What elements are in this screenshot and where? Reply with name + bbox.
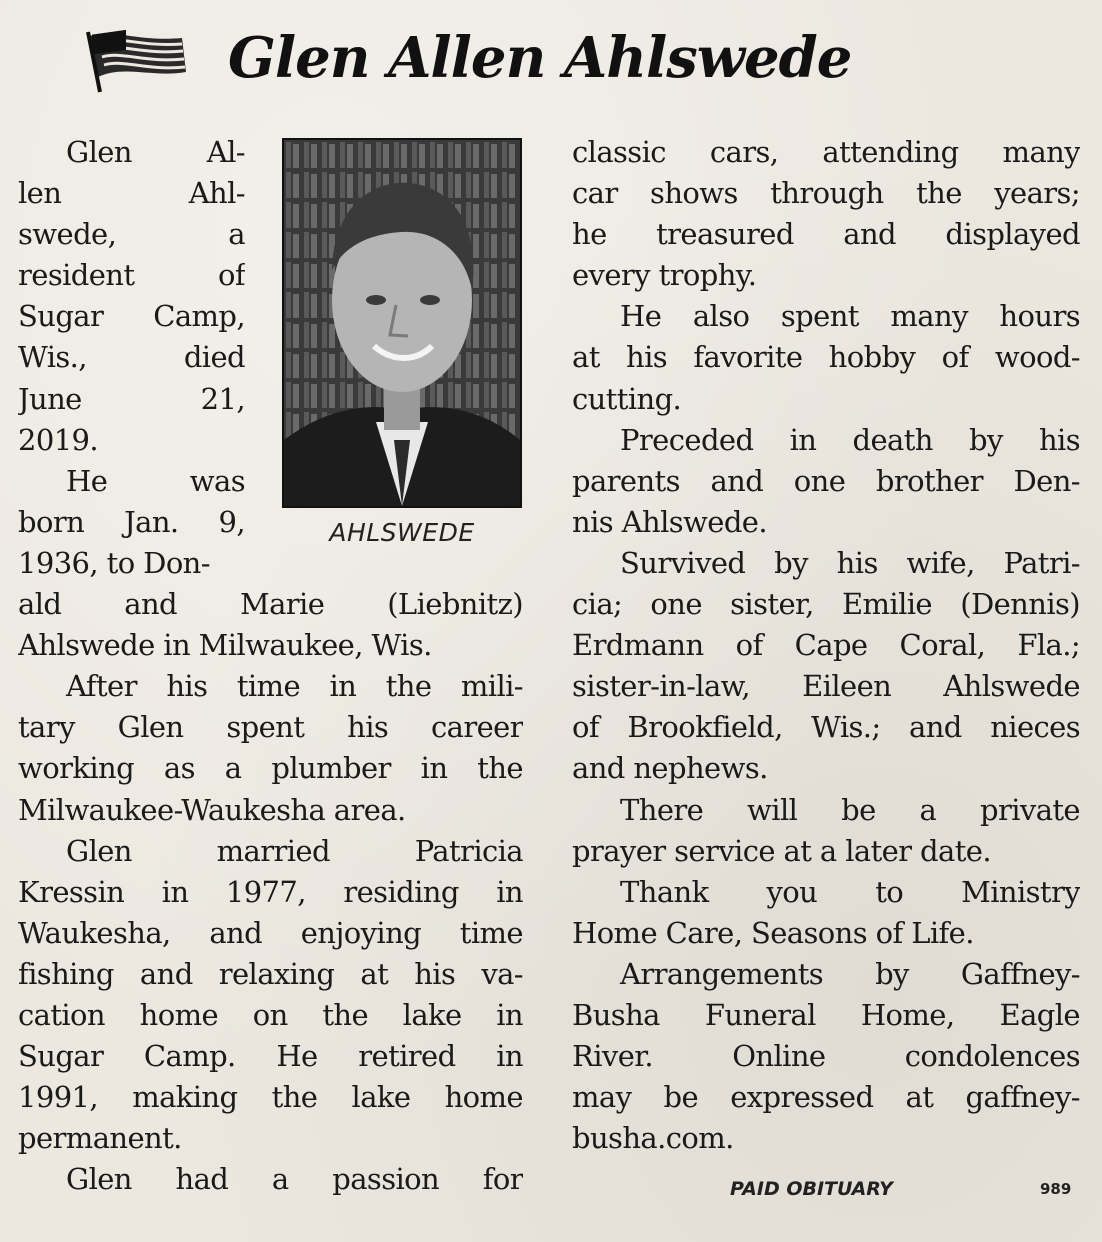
text-line: may be expressed at gaffney- [572, 1080, 1080, 1115]
obituary-title: Glen Allen Ahlswede [228, 25, 852, 91]
text-line: sister-in-law, Eileen Ahlswede [572, 669, 1080, 704]
text-line: He also spent many hours [620, 299, 1080, 334]
text-line: working as a plumber in the [18, 751, 523, 786]
text-line: classic cars, attending many [572, 135, 1080, 169]
text-line: He was [66, 463, 245, 498]
text-line: of Brookfield, Wis.; and nieces [572, 710, 1080, 745]
text-line: parents and one brother Den- [572, 463, 1080, 498]
text-line: Sugar Camp, [18, 299, 245, 334]
text-line: he treasured and displayed [572, 217, 1080, 252]
text-line: ald and Marie (Liebnitz) [18, 587, 523, 622]
text-line: Glen Al- [66, 135, 245, 169]
text-line: There will be a private [620, 792, 1080, 827]
text-line: Glen had a passion for [66, 1162, 523, 1197]
text-line: at his favorite hobby of wood- [572, 340, 1080, 375]
portrait-photo [282, 138, 522, 508]
text-line: 2019. [18, 422, 99, 457]
text-line: Thank you to Ministry [620, 874, 1080, 909]
photo-caption: AHLSWEDE [329, 518, 475, 547]
text-line: cation home on the lake in [18, 997, 523, 1032]
text-line: fishing and relaxing at his va- [18, 956, 523, 991]
paid-obituary-label: PAID OBITUARY [730, 1178, 893, 1200]
text-line: Arrangements by Gaffney- [620, 956, 1080, 991]
text-line: cia; one sister, Emilie (Dennis) [572, 587, 1080, 622]
text-line: prayer service at a later date. [572, 833, 991, 868]
obituary-header [78, 18, 898, 98]
text-line: June 21, [18, 381, 245, 416]
text-line: River. Online condolences [572, 1039, 1080, 1074]
text-line: permanent. [18, 1121, 182, 1156]
text-line: After his time in the mili- [66, 669, 523, 704]
text-line: Ahlswede in Milwaukee, Wis. [18, 628, 432, 663]
left-wide-block [18, 584, 523, 1200]
right-column [572, 132, 1080, 1159]
text-line: len Ahl- [18, 176, 245, 211]
text-line: Erdmann of Cape Coral, Fla.; [572, 628, 1080, 663]
text-line: car shows through the years; [572, 176, 1080, 211]
text-line: Milwaukee-Waukesha area. [18, 792, 406, 827]
text-line: born Jan. 9, [18, 504, 245, 539]
text-line: Wis., died [18, 340, 245, 375]
american-flag-icon [82, 28, 192, 94]
text-line: Glen married Patricia [66, 833, 523, 868]
text-line: Home Care, Seasons of Life. [572, 915, 974, 950]
text-line: nis Ahlswede. [572, 504, 767, 539]
ad-code: 989 [1040, 1180, 1072, 1198]
text-line: Survived by his wife, Patri- [620, 545, 1080, 580]
text-line: busha.com. [572, 1121, 734, 1156]
text-line: Waukesha, and enjoying time [18, 915, 523, 950]
text-line: swede, a [18, 217, 245, 252]
text-line: Busha Funeral Home, Eagle [572, 997, 1080, 1032]
portrait-image [284, 140, 520, 506]
text-line: 1936, to Don- [18, 545, 210, 580]
text-line: Kressin in 1977, residing in [18, 874, 523, 909]
text-line: resident of [18, 258, 245, 293]
text-line: cutting. [572, 381, 682, 416]
text-line: 1991, making the lake home [18, 1080, 523, 1115]
text-line: and nephews. [572, 751, 768, 786]
text-line: Sugar Camp. He retired in [18, 1039, 523, 1074]
text-line: Preceded in death by his [620, 422, 1080, 457]
text-line: every trophy. [572, 258, 757, 293]
text-line: tary Glen spent his career [18, 710, 523, 745]
